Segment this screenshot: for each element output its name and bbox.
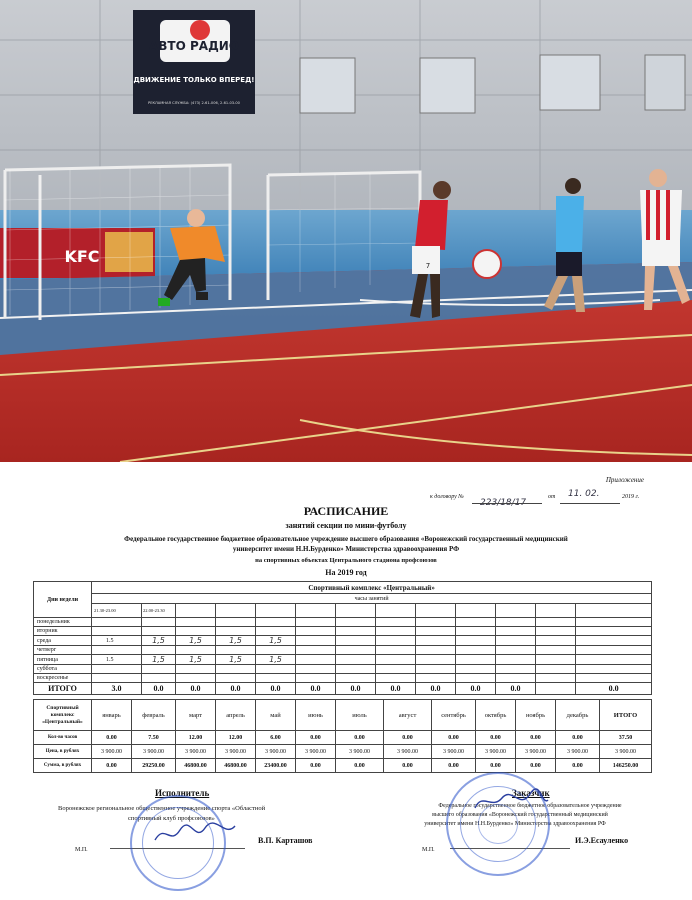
money-cell: 0.00 [432,759,476,773]
day-name: воскресенье [34,674,92,683]
day-name: пятница [34,655,92,665]
empty-cell [176,665,216,674]
empty-cell [176,627,216,636]
month-header: апрель [216,700,256,731]
empty-cell [376,636,416,646]
money-row-label: Кол-во часов [34,731,92,745]
empty-cell [336,636,376,646]
money-cell: 3 900.00 [432,745,476,759]
empty-cell [336,655,376,665]
money-cell: 3 900.00 [296,745,336,759]
money-cell: 29250.00 [132,759,176,773]
money-cell: 3 900.00 [92,745,132,759]
money-cell: 46800.00 [176,759,216,773]
day-slot-value: 1.5 [92,655,142,665]
empty-cell [496,674,536,683]
customer-org-3: университет имени Н.Н.Бурденко» Министерства здравоохранения РФ [424,821,606,827]
empty-cell [536,646,576,655]
empty-cell [296,636,336,646]
empty-cell [496,655,536,665]
empty-cell [336,674,376,683]
empty-cell [496,646,536,655]
empty-cell [142,618,176,627]
total-value: 0.0 [142,683,176,695]
total-value: 0.0 [296,683,336,695]
total-value: 0.0 [456,683,496,695]
empty-cell [536,655,576,665]
empty-cell [296,627,336,636]
total-label: ИТОГО [34,683,92,695]
money-cell: 0.00 [384,759,432,773]
month-header: февраль [132,700,176,731]
total-value-final: 0.0 [576,683,652,695]
empty-cell [416,636,456,646]
empty-cell [296,655,336,665]
money-cell: 0.00 [516,731,556,745]
day-row [34,627,652,636]
money-cell: 3 900.00 [132,745,176,759]
total-row [34,683,652,695]
banner-title: АВТО РАДИО [148,39,240,53]
empty-cell [416,618,456,627]
handwritten-hours: 1,5 [176,636,216,646]
day-slot-value [92,674,142,683]
customer-org-2: высшего образования «Воронежский государственный медицинский [432,812,608,818]
money-row-total: 37.50 [600,731,652,745]
empty-cell [416,655,456,665]
time-slot-1: 21.30-23.00 [92,604,142,618]
day-row [34,674,652,683]
kfc-ad-text: KFC [64,247,100,266]
venue-line: на спортивных объектах Центрального стадиона профсоюзов [255,557,437,564]
total-value: 0.0 [376,683,416,695]
empty-cell [536,665,576,674]
day-slot-value: 1.5 [92,636,142,646]
total-value: 0.0 [496,683,536,695]
empty-cell [576,646,652,655]
money-cell: 0.00 [432,731,476,745]
total-value: 0.0 [416,683,456,695]
empty-cell [376,655,416,665]
empty-cell [456,618,496,627]
ball [473,250,501,278]
day-name: вторник [34,627,92,636]
empty-cell [376,646,416,655]
money-cell: 0.00 [556,759,600,773]
contract-from: от [548,494,556,500]
day-name: среда [34,636,92,646]
banner-subtitle: ДВИЖЕНИЕ ТОЛЬКО ВПЕРЕД! [133,76,255,84]
handwritten-hours: 1,5 [176,655,216,665]
money-cell: 3 900.00 [556,745,600,759]
org-line-1: Федеральное государственное бюджетное образовательное учреждение высшего образования «Воронежский государственный медицинский [124,535,568,543]
empty-cell [376,674,416,683]
contract-prefix: к договору № [430,494,464,500]
ad-food-image [105,232,153,272]
empty-cell [256,627,296,636]
money-cell: 0.00 [516,759,556,773]
total-value [536,683,576,695]
money-row-total: 146250.00 [600,759,652,773]
month-header: декабрь [556,700,600,731]
money-cell: 0.00 [384,731,432,745]
empty-cell [216,674,256,683]
money-cell: 0.00 [476,759,516,773]
money-corner: Спортивный комплекс «Центральный» [34,700,92,731]
empty-cell [336,627,376,636]
empty-cell [296,665,336,674]
empty-cell [576,618,652,627]
banner-contacts: РЕКЛАМНАЯ СЛУЖБА: (473) 2-61-006, 2-61-03-00 [148,101,240,105]
money-row-label: Цена, в рублях [34,745,92,759]
money-cell: 12.00 [216,731,256,745]
document-subtitle: занятий секции по мини-футболу [285,521,407,530]
empty-cell [576,636,652,646]
empty-cell [296,646,336,655]
empty-cell [376,618,416,627]
total-value: 0.0 [216,683,256,695]
customer-title: Заказчик [512,788,550,798]
money-row-label: Сумма, в рублях [34,759,92,773]
month-header: октябрь [476,700,516,731]
day-slot-value [92,665,142,674]
empty-cell [256,665,296,674]
empty-cell [142,665,176,674]
empty-cell [536,627,576,636]
total-value: 0.0 [336,683,376,695]
empty-cell [536,636,576,646]
month-header: июль [336,700,384,731]
empty-cell [256,674,296,683]
empty-cell [376,665,416,674]
handwritten-hours: 1,5 [256,655,296,665]
payment-table [33,699,652,773]
money-cell: 3 900.00 [384,745,432,759]
org-line-2: университет имени Н.Н.Бурденко» Министерства здравоохранения РФ [232,545,460,553]
mp-left: М.П. [75,847,88,853]
handwritten-hours: 1,5 [142,636,176,646]
money-cell: 0.00 [296,731,336,745]
month-header: январь [92,700,132,731]
day-name: суббота [34,665,92,674]
money-row [34,745,652,759]
month-header: март [176,700,216,731]
handwritten-hours: 1,5 [256,636,296,646]
day-row [34,618,652,627]
days-header: Дни недели [34,582,92,618]
empty-cell [296,618,336,627]
money-row [34,731,652,745]
money-cell: 7.50 [132,731,176,745]
radio-banner [133,10,255,114]
empty-cell [296,674,336,683]
month-header: июнь [296,700,336,731]
money-cell: 0.00 [92,759,132,773]
empty-cell [496,618,536,627]
empty-cell [142,674,176,683]
empty-cell [216,646,256,655]
money-row [34,759,652,773]
handwritten-hours: 1,5 [142,655,176,665]
money-cell: 3 900.00 [176,745,216,759]
day-slot-value [92,627,142,636]
month-header: ноябрь [516,700,556,731]
money-cell: 0.00 [556,731,600,745]
money-cell: 6.00 [256,731,296,745]
empty-cell [496,636,536,646]
money-cell: 3 900.00 [336,745,384,759]
day-row [34,636,652,646]
empty-cell [416,646,456,655]
player-number: 7 [425,262,431,270]
empty-cell [256,618,296,627]
executor-signature [150,818,240,848]
empty-cell [256,646,296,655]
empty-cell [176,646,216,655]
empty-cell [142,646,176,655]
total-value: 0.0 [176,683,216,695]
customer-signature [470,788,550,814]
empty-cell [456,636,496,646]
empty-cell [416,627,456,636]
empty-cell [576,627,652,636]
empty-cell [536,674,576,683]
document-title: РАСПИСАНИЕ [303,504,389,518]
empty-cell [456,646,496,655]
money-cell: 3 900.00 [216,745,256,759]
empty-cell [216,665,256,674]
money-cell: 46800.00 [216,759,256,773]
day-name: четверг [34,646,92,655]
executor-title: Исполнитель [155,788,210,798]
empty-cell [176,674,216,683]
month-header: август [384,700,432,731]
empty-cell [336,665,376,674]
money-cell: 0.00 [296,759,336,773]
empty-cell [536,618,576,627]
day-rows [34,618,652,683]
empty-cell [336,618,376,627]
contract-date-handwritten: 11. 02. [568,489,600,499]
hours-header: часы занятий [92,594,652,604]
month-header-row [34,700,652,731]
day-slot-value [92,618,142,627]
day-row [34,646,652,655]
handwritten-hours: 1,5 [216,636,256,646]
customer-name: И.Э.Есауленко [575,836,629,845]
month-header: сентябрь [432,700,476,731]
empty-cell [416,674,456,683]
empty-cell [456,665,496,674]
executor-org-1: Воронежское региональное общественное учреждение спорта «Областной [58,805,266,812]
contract-year: 2019 г. [622,494,640,500]
empty-cell [142,627,176,636]
money-cell: 3 900.00 [256,745,296,759]
empty-cell [416,665,456,674]
day-row [34,655,652,665]
total-value: 3.0 [92,683,142,695]
money-total-header: ИТОГО [600,700,652,731]
money-cell: 0.00 [336,759,384,773]
money-cell: 0.00 [476,731,516,745]
money-cell: 3 900.00 [476,745,516,759]
customer-org-1: Федеральное государственное бюджетное образовательное учреждение [438,803,622,809]
empty-cell [576,665,652,674]
time-slot-2: 22.00-23.30 [142,604,176,618]
empty-cell [456,627,496,636]
money-cell: 3 900.00 [516,745,556,759]
money-cell: 0.00 [336,731,384,745]
complex-header: Спортивный комплекс «Центральный» [92,582,652,594]
empty-cell [576,674,652,683]
empty-cell [576,655,652,665]
appendix-label: Приложение [605,476,644,484]
empty-cell [336,646,376,655]
day-slot-value [92,646,142,655]
money-cell: 0.00 [92,731,132,745]
empty-cell [496,627,536,636]
executor-name: В.П. Карташов [258,836,313,845]
empty-cell [376,627,416,636]
schedule-table [33,581,652,695]
empty-cell [456,655,496,665]
schedule-document [0,470,692,900]
empty-cell [456,674,496,683]
handwritten-hours: 1,5 [216,655,256,665]
empty-cell [176,618,216,627]
contract-number-handwritten: 223/18/17 [480,498,527,508]
money-cell: 23400.00 [256,759,296,773]
money-cell: 12.00 [176,731,216,745]
empty-cell [496,665,536,674]
mp-right: М.П. [422,847,435,853]
empty-cell [216,618,256,627]
empty-cell [216,627,256,636]
total-value: 0.0 [256,683,296,695]
money-row-total: 3 900.00 [600,745,652,759]
year-line: На 2019 год [325,568,367,577]
day-name: понедельник [34,618,92,627]
month-header: май [256,700,296,731]
day-row [34,665,652,674]
executor-org-2: спортивный клуб профсоюзов» [128,815,215,822]
